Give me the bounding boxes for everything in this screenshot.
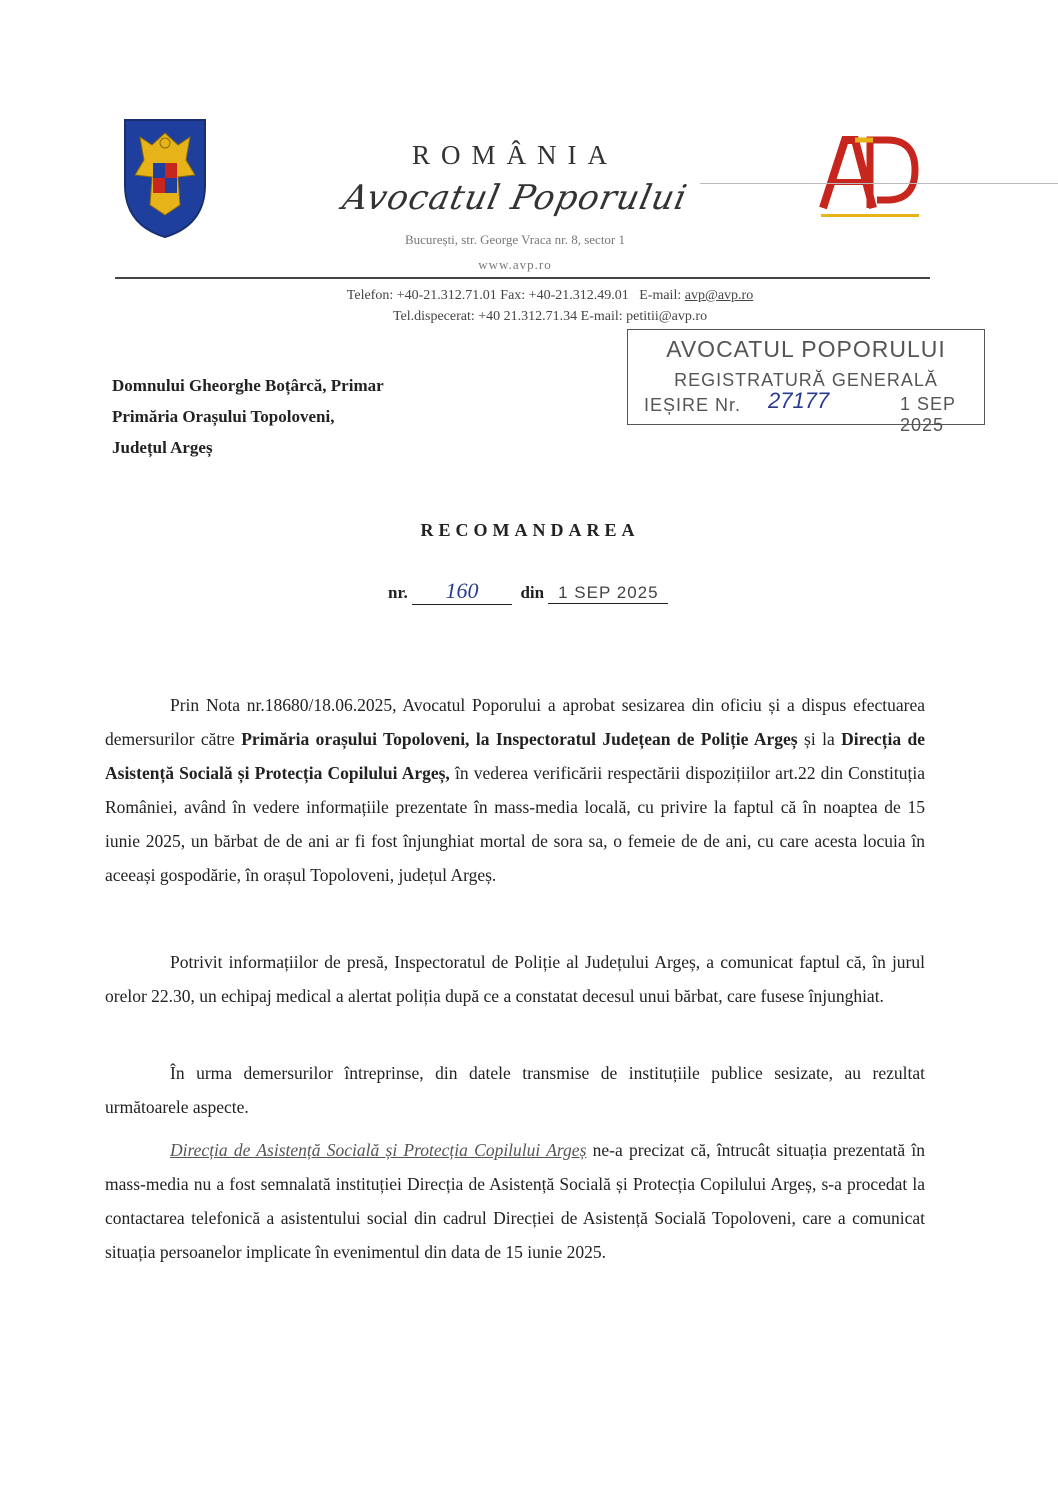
p1-bold-institutions: Primăria orașului Topoloveni, la Inspectoratul Județean de Poliție Argeș (241, 729, 798, 749)
addressee-county: Județul Argeș (112, 438, 213, 457)
addressee-institution: Primăria Orașului Topoloveni, (112, 407, 335, 426)
institution-name: Avocatul Poporului (339, 178, 691, 218)
nr-label: nr. (388, 583, 408, 602)
p1-text-c: și la (797, 729, 842, 749)
institution-website: www.avp.ro (478, 257, 552, 272)
document-title: RECOMANDAREA (420, 520, 640, 540)
registry-stamp (627, 329, 985, 435)
paragraph-2: Potrivit informațiilor de presă, Inspectoratul de Poliție al Județului Argeș, a comunicat faptul că, în jurul orelor 22.30, un echipaj medical a alertat poliția după ce a constatat decesul unui bărbat, care fusese înjunghiat. (105, 952, 925, 1006)
header-divider (115, 277, 930, 279)
document-number: 160 (412, 578, 512, 605)
contact-phone-line (200, 288, 900, 304)
document-number-line (388, 578, 668, 605)
contact-dispatcher-line: Tel.dispecerat: +40 21.312.71.34 E-mail: petitii@avp.ro (392, 309, 708, 324)
p1-bold-dgaspc: Direcția de Asistență Socială și Protecția Copilului Argeș, (105, 729, 925, 783)
stamp-title: AVOCATUL POPORULUI (666, 336, 946, 362)
p1-text-e: în vederea verificării respectării dispozițiilor art.22 din Constituția României, având în vedere informațiile prezentate în mass-media locală, cu privire la faptul că în noaptea de 15 iunie 2025, un bărbat de de ani ar fi fost înjunghiat mortal de sora sa, o femeie de de ani, cu care acesta locuia în aceeași gospodărie, în orașul Topoloveni, județul Argeș. (105, 763, 925, 885)
p1-text-a: Prin Nota nr.18680/18.06.2025, Avocatul Poporului a aprobat sesizarea din oficiu și a dispus efectuarea demersurilor către (105, 695, 925, 749)
institution-address: București, str. George Vraca nr. 8, sector 1 (404, 232, 626, 247)
stamp-subtitle: REGISTRATURĂ GENERALĂ (674, 370, 938, 390)
phone-fax-text: Telefon: +40-21.312.71.01 Fax: +40-21.312.49.01 (346, 288, 629, 303)
paragraph-3: În urma demersurilor întreprinse, din datele transmise de instituțiile publice sesizate, au rezultat următoarele aspecte. (105, 1063, 925, 1117)
document-date: 1 SEP 2025 (548, 583, 668, 604)
paragraph-1 (105, 688, 925, 892)
din-label: din (520, 583, 545, 602)
stamp-exit-number: 27177 (768, 388, 830, 413)
paragraph-4 (105, 1133, 925, 1269)
stamp-exit-label: IEȘIRE Nr. (644, 395, 742, 415)
email-link[interactable]: avp@avp.ro (684, 288, 754, 303)
country-name: ROMÂNIA (411, 140, 618, 170)
p4-text: ne-a precizat că, întrucât situația prezentată în mass-media nu a fost semnalată instituției Direcția de Asistență Socială și Protecția Copilului Argeș, s-a procedat la contactarea telefonică a asistentului social din cadrul Direcției de Asistență Socială Topoloveni, care a comunicat situația persoanelor implicate în evenimentul din data de 15 iunie 2025. (105, 1140, 926, 1262)
addressee-name: Domnului Gheorghe Boțârcă, Primar (112, 376, 384, 395)
institution-logo-icon (815, 130, 925, 230)
email-label: E-mail: (639, 288, 682, 303)
p4-source-institution: Direcția de Asistență Socială și Protecția Copilului Argeș (170, 1140, 587, 1160)
header-top-rule (700, 183, 1058, 184)
stamp-date: 1 SEP 2025 (900, 394, 956, 435)
coat-of-arms-icon (120, 115, 210, 240)
